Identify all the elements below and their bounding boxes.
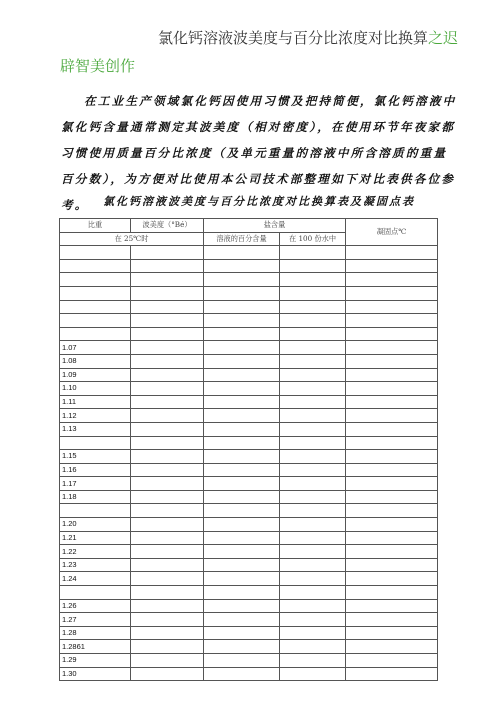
percent-cell (204, 463, 280, 477)
table-row (60, 599, 438, 613)
baume-cell (131, 572, 204, 586)
header-specific-gravity: 比重 (60, 219, 131, 233)
baume-cell (131, 504, 204, 518)
header-row-1 (60, 219, 438, 233)
intro-paragraph: 在工业生产领域氯化钙因使用习惯及把持简便，氯化钙溶液中氯化钙含量通常测定其波美度（相对密度），在使用环节年夜家都习惯使用质量百分比浓度（及单元重量的溶液中所含溶质的重量百分数），为方便对比使用本公司技术部整理如下对比表供各位参考。 (61, 94, 457, 212)
per-100-water-cell (280, 477, 346, 491)
percent-cell (204, 409, 280, 423)
table-row (60, 314, 438, 328)
percent-cell (204, 368, 280, 382)
baume-cell (131, 382, 204, 396)
per-100-water-cell (280, 463, 346, 477)
title-main-line (60, 24, 458, 52)
table-row (60, 409, 438, 423)
freezing-point-cell (346, 613, 438, 627)
table-row (60, 273, 438, 287)
percent-cell (204, 436, 280, 450)
per-100-water-cell (280, 286, 346, 300)
specific-gravity-cell: 1.18 (60, 490, 131, 504)
table-row (60, 246, 438, 260)
baume-cell (131, 531, 204, 545)
percent-cell (204, 246, 280, 260)
per-100-water-cell (280, 314, 346, 328)
specific-gravity-cell: 1.16 (60, 463, 131, 477)
per-100-water-cell (280, 327, 346, 341)
specific-gravity-cell: 1.26 (60, 599, 131, 613)
table-row (60, 368, 438, 382)
specific-gravity-cell: 1.11 (60, 395, 131, 409)
per-100-water-cell (280, 558, 346, 572)
conversion-table (59, 218, 438, 681)
table-row (60, 450, 438, 464)
specific-gravity-cell: 1.10 (60, 382, 131, 396)
freezing-point-cell (346, 273, 438, 287)
baume-cell (131, 259, 204, 273)
specific-gravity-cell: 1.29 (60, 654, 131, 668)
header-freezing-point: 凝固点℃ (346, 219, 438, 246)
per-100-water-cell (280, 586, 346, 600)
specific-gravity-cell (60, 300, 131, 314)
freezing-point-cell (346, 463, 438, 477)
freezing-point-cell (346, 286, 438, 300)
baume-cell (131, 436, 204, 450)
percent-cell (204, 354, 280, 368)
specific-gravity-cell: 1.12 (60, 409, 131, 423)
freezing-point-cell (346, 246, 438, 260)
specific-gravity-cell (60, 314, 131, 328)
freezing-point-cell (346, 626, 438, 640)
baume-cell (131, 327, 204, 341)
per-100-water-cell (280, 300, 346, 314)
freezing-point-cell (346, 599, 438, 613)
baume-cell (131, 409, 204, 423)
percent-cell (204, 531, 280, 545)
per-100-water-cell (280, 409, 346, 423)
freezing-point-cell (346, 354, 438, 368)
percent-cell (204, 667, 280, 681)
per-100-water-cell (280, 246, 346, 260)
specific-gravity-cell (60, 327, 131, 341)
table-row (60, 572, 438, 586)
freezing-point-cell (346, 409, 438, 423)
baume-cell (131, 667, 204, 681)
specific-gravity-cell (60, 246, 131, 260)
specific-gravity-cell: 1.24 (60, 572, 131, 586)
percent-cell (204, 314, 280, 328)
specific-gravity-cell: 1.20 (60, 518, 131, 532)
per-100-water-cell (280, 368, 346, 382)
table-row (60, 558, 438, 572)
freezing-point-cell (346, 572, 438, 586)
baume-cell (131, 368, 204, 382)
specific-gravity-cell: 1.15 (60, 450, 131, 464)
per-100-water-cell (280, 667, 346, 681)
baume-cell (131, 341, 204, 355)
specific-gravity-cell: 1.08 (60, 354, 131, 368)
baume-cell (131, 640, 204, 654)
table-row (60, 667, 438, 681)
per-100-water-cell (280, 613, 346, 627)
per-100-water-cell (280, 640, 346, 654)
specific-gravity-cell (60, 286, 131, 300)
baume-cell (131, 354, 204, 368)
percent-cell (204, 572, 280, 586)
freezing-point-cell (346, 558, 438, 572)
specific-gravity-cell (60, 586, 131, 600)
baume-cell (131, 490, 204, 504)
baume-cell (131, 586, 204, 600)
specific-gravity-cell: 1.2861 (60, 640, 131, 654)
baume-cell (131, 477, 204, 491)
percent-cell (204, 640, 280, 654)
table-row (60, 327, 438, 341)
table-caption: 氯化钙溶液波美度与百分比浓度对比换算表及凝固点表 (103, 195, 415, 208)
table-row (60, 463, 438, 477)
percent-cell (204, 327, 280, 341)
per-100-water-cell (280, 382, 346, 396)
percent-cell (204, 490, 280, 504)
freezing-point-cell (346, 327, 438, 341)
baume-cell (131, 273, 204, 287)
specific-gravity-cell: 1.09 (60, 368, 131, 382)
percent-cell (204, 518, 280, 532)
table-row (60, 259, 438, 273)
header-in-100-water: 在 100 份水中 (280, 232, 346, 246)
freezing-point-cell (346, 259, 438, 273)
per-100-water-cell (280, 654, 346, 668)
percent-cell (204, 545, 280, 559)
percent-cell (204, 422, 280, 436)
specific-gravity-cell (60, 436, 131, 450)
freezing-point-cell (346, 545, 438, 559)
table-row (60, 395, 438, 409)
table-row (60, 422, 438, 436)
table-row (60, 586, 438, 600)
per-100-water-cell (280, 422, 346, 436)
baume-cell (131, 395, 204, 409)
freezing-point-cell (346, 395, 438, 409)
per-100-water-cell (280, 599, 346, 613)
baume-cell (131, 450, 204, 464)
specific-gravity-cell: 1.21 (60, 531, 131, 545)
baume-cell (131, 463, 204, 477)
per-100-water-cell (280, 273, 346, 287)
baume-cell (131, 518, 204, 532)
percent-cell (204, 504, 280, 518)
baume-cell (131, 300, 204, 314)
percent-cell (204, 477, 280, 491)
freezing-point-cell (346, 436, 438, 450)
percent-cell (204, 382, 280, 396)
specific-gravity-cell: 1.22 (60, 545, 131, 559)
freezing-point-cell (346, 504, 438, 518)
freezing-point-cell (346, 368, 438, 382)
freezing-point-cell (346, 667, 438, 681)
percent-cell (204, 341, 280, 355)
percent-cell (204, 626, 280, 640)
table-row (60, 286, 438, 300)
per-100-water-cell (280, 545, 346, 559)
per-100-water-cell (280, 504, 346, 518)
per-100-water-cell (280, 626, 346, 640)
freezing-point-cell (346, 300, 438, 314)
freezing-point-cell (346, 531, 438, 545)
per-100-water-cell (280, 395, 346, 409)
percent-cell (204, 450, 280, 464)
table-row (60, 531, 438, 545)
percent-cell (204, 599, 280, 613)
baume-cell (131, 545, 204, 559)
specific-gravity-cell: 1.23 (60, 558, 131, 572)
title-tail-inline: 之迟 (427, 29, 458, 47)
per-100-water-cell (280, 259, 346, 273)
table-row (60, 341, 438, 355)
table-row (60, 300, 438, 314)
freezing-point-cell (346, 518, 438, 532)
specific-gravity-cell: 1.07 (60, 341, 131, 355)
percent-cell (204, 259, 280, 273)
title-text: 氯化钙溶液波美度与百分比浓度对比换算 (157, 29, 428, 47)
document-title (60, 24, 458, 80)
title-tail-line: 辟智美创作 (60, 57, 136, 75)
specific-gravity-cell: 1.28 (60, 626, 131, 640)
table-row (60, 354, 438, 368)
specific-gravity-cell: 1.13 (60, 422, 131, 436)
table-row (60, 640, 438, 654)
per-100-water-cell (280, 490, 346, 504)
percent-cell (204, 654, 280, 668)
percent-cell (204, 586, 280, 600)
percent-cell (204, 613, 280, 627)
table-row (60, 613, 438, 627)
per-100-water-cell (280, 354, 346, 368)
freezing-point-cell (346, 477, 438, 491)
per-100-water-cell (280, 572, 346, 586)
specific-gravity-cell (60, 273, 131, 287)
specific-gravity-cell: 1.30 (60, 667, 131, 681)
per-100-water-cell (280, 436, 346, 450)
table-row (60, 518, 438, 532)
header-at-25c: 在 25℃时 (60, 232, 204, 246)
table-row (60, 382, 438, 396)
freezing-point-cell (346, 654, 438, 668)
table-row (60, 490, 438, 504)
percent-cell (204, 558, 280, 572)
header-percent-in-solution: 溶液的百分含量 (204, 232, 280, 246)
header-baume: 波美度（°Bé） (131, 219, 204, 233)
table-row (60, 626, 438, 640)
freezing-point-cell (346, 422, 438, 436)
table-row (60, 654, 438, 668)
baume-cell (131, 654, 204, 668)
baume-cell (131, 613, 204, 627)
specific-gravity-cell (60, 259, 131, 273)
percent-cell (204, 395, 280, 409)
percent-cell (204, 273, 280, 287)
freezing-point-cell (346, 341, 438, 355)
specific-gravity-cell: 1.17 (60, 477, 131, 491)
header-salt-content: 盐含量 (204, 219, 346, 233)
freezing-point-cell (346, 450, 438, 464)
baume-cell (131, 246, 204, 260)
baume-cell (131, 558, 204, 572)
freezing-point-cell (346, 382, 438, 396)
percent-cell (204, 300, 280, 314)
table-row (60, 545, 438, 559)
freezing-point-cell (346, 490, 438, 504)
per-100-water-cell (280, 531, 346, 545)
baume-cell (131, 422, 204, 436)
per-100-water-cell (280, 450, 346, 464)
baume-cell (131, 286, 204, 300)
percent-cell (204, 286, 280, 300)
per-100-water-cell (280, 518, 346, 532)
baume-cell (131, 626, 204, 640)
table-row (60, 477, 438, 491)
table-row (60, 504, 438, 518)
specific-gravity-cell: 1.27 (60, 613, 131, 627)
freezing-point-cell (346, 640, 438, 654)
baume-cell (131, 314, 204, 328)
freezing-point-cell (346, 586, 438, 600)
freezing-point-cell (346, 314, 438, 328)
table-row (60, 436, 438, 450)
specific-gravity-cell (60, 504, 131, 518)
baume-cell (131, 599, 204, 613)
per-100-water-cell (280, 341, 346, 355)
